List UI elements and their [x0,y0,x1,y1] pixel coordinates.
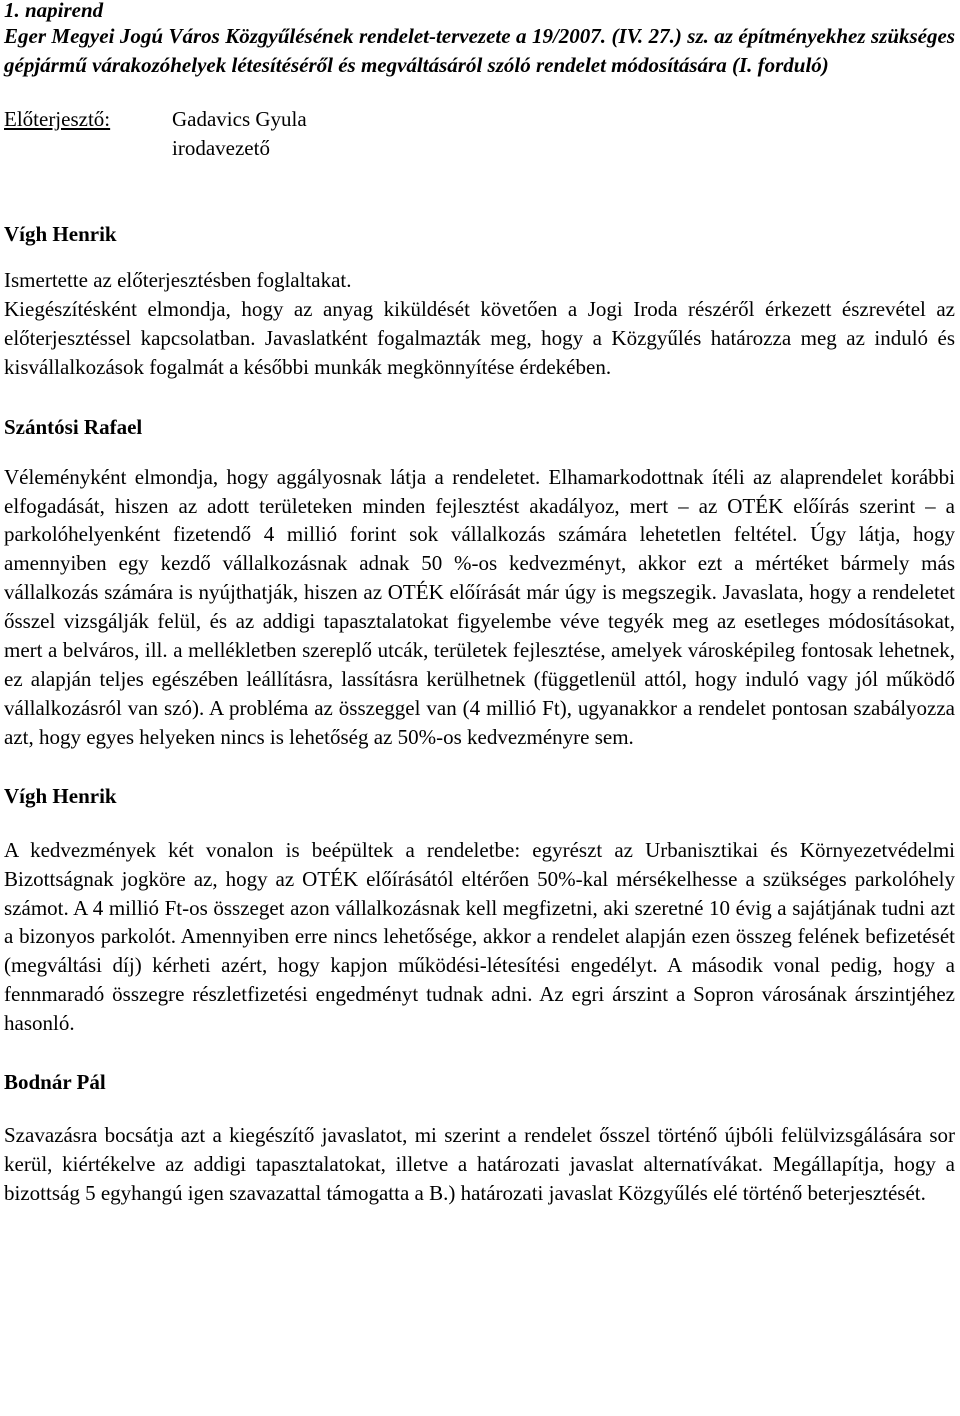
speaker-name: Bodnár Pál [4,1070,106,1095]
speaker-name: Vígh Henrik [4,222,117,246]
submitter-label: Előterjesztő: [4,107,111,131]
agenda-title: Eger Megyei Jogú Város Közgyűlésének rendelet-tervezete a 19/2007. (IV. 27.) sz. az építményekhez szükséges gépjármű várakozóhelyek létesítéséről és megváltásáról szóló rendelet módosítására (I. forduló) [4,24,955,77]
speaker-name: Vígh Henrik [4,783,117,808]
speech-paragraph: Kiegészítésként elmondja, hogy az anyag kiküldését követően a Jogi Iroda részéről érkezett észrevétel az előterjesztéssel kapcsolatban. Javaslatként fogalmazták meg, hogy a Közgyűlés határozza meg az induló és kisvállalkozások fogalmát a későbbi munkák megkönnyítése érdekében. [4,296,955,379]
speech-paragraph: Ismertette az előterjesztésben foglaltakat. [4,268,352,292]
agenda-number: 1. napirend [4,0,104,22]
speech-paragraph: A kedvezmények két vonalon is beépültek a rendeletbe: egyrészt az Urbanisztikai és Környezetvédelmi Bizottságnak jogköre az, hogy az OTÉK előírásától eltérően 50%-kal mérsékelhesse a szükséges parkolóhely számot. A 4 millió Ft-os összeget azon vállalkozásnak kell megfizetni, aki szeretné 10 évig a sajátjának tudni azt a bizonyos parkolót. Amennyiben erre nincs lehetősége, akkor a rendelet alapján ezen összeg felének befizetését (megváltási díj) kérheti azért, hogy kapjon működési-létesítési engedélyt. A második vonal pedig, hogy a fennmaradó összegre részletfizetési engedményt tudnak adni. Az egri árszint a Sopron városának árszintjéhez hasonló. [4,837,955,1036]
submitter-block [4,105,955,163]
speaker-name: Szántósi Rafael [4,414,143,439]
speech-paragraph: Szavazásra bocsátja azt a kiegészítő javaslatot, mi szerint a rendelet ősszel történő újbóli felülvizsgálására sor kerül, kiértékelve az addigi tapasztalatokat, illetve a határozati javaslat alternatívákat. Megállapítja, hogy a bizottság 5 egyhangú igen szavazattal támogatta a B.) határozati javaslat Közgyűlés elé történő beterjesztését. [4,1123,955,1205]
document-page [4,0,955,1208]
submitter-role: irodavezető [172,136,270,160]
submitter-details [172,105,307,163]
speech-paragraph: Véleményként elmondja, hogy aggályosnak látja a rendeletet. Elhamarkodottnak ítéli az alaprendelet korábbi elfogadását, hiszen az adott területeken minden fejlesztést akadályoz, mert – az OTÉK előírás szerint – a parkolóhelyenként fizetendő 4 millió forint sok vállalkozás számára lehetetlen feltétel. Úgy látja, hogy amennyiben egy kezdő vállalkozásnak adnak 50 %-os kedvezményt, akkor ezt a mértéket bármely más vállalkozás számára is nyújthatják, hiszen az OTÉK előírását már úgy is megszegik. Javaslata, hogy a rendeletet ősszel vizsgálják felül, és az addigi tapasztalatokat figyelembe véve tegyék meg az esetleges módosításokat, mert a belváros, ill. a mellékletben szereplő utcák, területek fejlesztése, amelyek városképileg fontosak lehetnek, ez alapján teljes egészében leállításra, lassításra kerülhetnek (függetlenül attól, hogy induló vagy jól működő vállalkozásról van szó). A probléma az összeggel van (4 millió Ft), ugyanakkor a rendelet pontosan szabályozza azt, hogy egyes helyeken nincs is lehetőség az 50%-os kedvezményre sem. [4,464,955,749]
submitter-name: Gadavics Gyula [172,107,307,131]
